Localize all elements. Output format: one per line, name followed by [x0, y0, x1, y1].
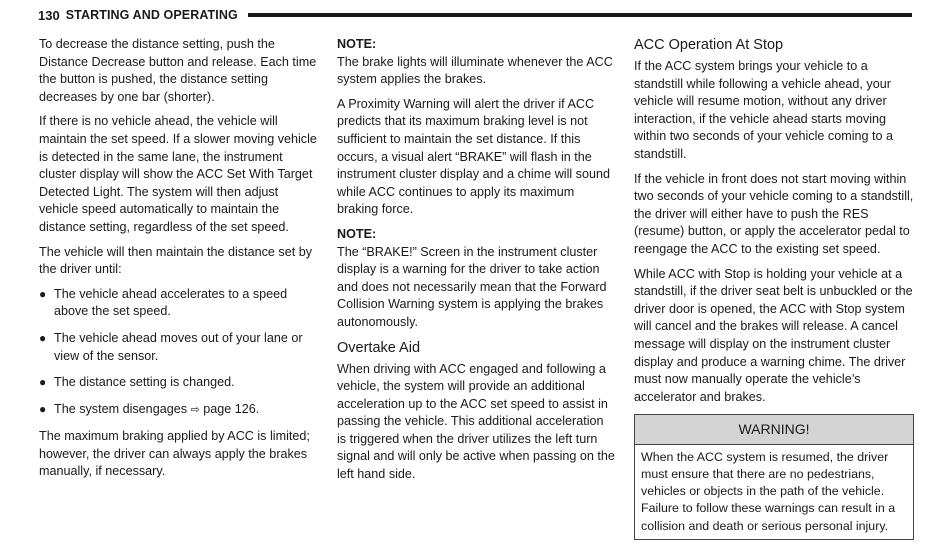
heading-acc-at-stop: ACC Operation At Stop [634, 37, 784, 53]
warning-text: When the ACC system is resumed, the driver must ensure that there are no pedestrians, vehicles or objects in the path of the vehicle. Failure to follow these warnings can result in a collision and death or serious personal injury. [641, 449, 896, 533]
column-middle [337, 36, 615, 491]
column-left [39, 36, 317, 488]
bullet-icon: ● [39, 330, 47, 345]
note-brake-lights: The brake lights will illuminate whenever the ACC system applies the brakes. [337, 54, 613, 87]
note-brake-screen: The “BRAKE!” Screen in the instrument cluster display is a warning for the driver to take action and does not necessarily mean that the Forward Collision Warning system is applying the brakes autonomously. [337, 244, 607, 329]
heading-overtake-aid: Overtake Aid [337, 339, 421, 356]
section-title: STARTING AND OPERATING [65, 8, 238, 22]
page-number: 130 [38, 7, 60, 23]
paragraph-res-button: If the vehicle in front does not start moving within two seconds of your vehicle coming to a standstill, the driver will either have to push the RES (resume) button, or apply the accelerator pedal to reengage the ACC to the existing set speed. [634, 171, 914, 256]
bullet-icon: ● [39, 375, 47, 390]
paragraph-proximity-warning: A Proximity Warning will alert the driver if ACC predicts that its maximum braking level is not sufficient to maintain the set distance. If this occurs, a visual alert “BRAKE” will flash in the instrument cluster display and a chime will sound while ACC continues to apply its maximum braking force. [337, 96, 610, 217]
header-rule [248, 13, 912, 17]
list-item-text: The vehicle ahead accelerates to a speed above the set speed. [54, 286, 288, 319]
list-item [39, 330, 317, 365]
bullet-icon: ● [39, 286, 47, 301]
paragraph-no-vehicle-ahead: If there is no vehicle ahead, the vehicle will maintain the set speed. If a slower moving vehicle is detected in the same lane, the instrument cluster display will show the ACC Set With Target Detected Light. The system will then adjust vehicle speed automatically to maintain the distance setting, regardless of the set speed. [39, 114, 317, 234]
paragraph-maintain-until: The vehicle will then maintain the distance set by the driver until: [39, 244, 313, 277]
warning-title: WARNING! [635, 415, 913, 445]
bullet-icon: ● [39, 401, 47, 416]
list-item [39, 401, 317, 420]
list-item-text: The vehicle ahead moves out of your lane or view of the sensor. [54, 330, 303, 363]
conditions-list [39, 286, 317, 420]
page-header [38, 6, 912, 24]
arrow-right-icon: ⇨ [190, 403, 200, 416]
list-item [39, 374, 317, 392]
warning-box [634, 414, 914, 540]
paragraph-standstill-resume: If the ACC system brings your vehicle to a standstill while following a vehicle ahead, your vehicle will resume motion, without any driver interaction, if the vehicle ahead starts moving within two seconds of your vehicle coming to a standstill. [634, 59, 894, 161]
column-right [634, 36, 914, 540]
note-label: NOTE: [337, 37, 377, 51]
list-item-text: The distance setting is changed. [54, 375, 235, 390]
list-item [39, 286, 317, 321]
list-item-text: The system disengages [54, 401, 188, 416]
paragraph-distance-decrease: To decrease the distance setting, push the Distance Decrease button and release. Each time the button is pushed, the distance setting decreases by one bar (shorter). [39, 37, 317, 104]
note-label: NOTE: [337, 226, 377, 241]
paragraph-max-braking: The maximum braking applied by ACC is limited; however, the driver can always apply the brakes manually, if necessary. [39, 429, 310, 479]
paragraph-cancel-conditions: While ACC with Stop is holding your vehicle at a standstill, if the driver seat belt is unbuckled or the driver door is opened, the ACC with Stop system will cancel and the brakes will release. A cancel message will display on the instrument cluster display and produce a warning chime. The driver must now manually operate the vehicle’s accelerator and brakes. [634, 266, 913, 404]
paragraph-overtake-aid: When driving with ACC engaged and following a vehicle, the system will provide an additional acceleration up to the ACC set speed to assist in passing the vehicle. This additional acceleration is triggered when the driver utilizes the left turn signal and will only be active when passing on the left hand side. [337, 361, 615, 482]
page-reference-link[interactable]: page 126. [203, 401, 260, 416]
